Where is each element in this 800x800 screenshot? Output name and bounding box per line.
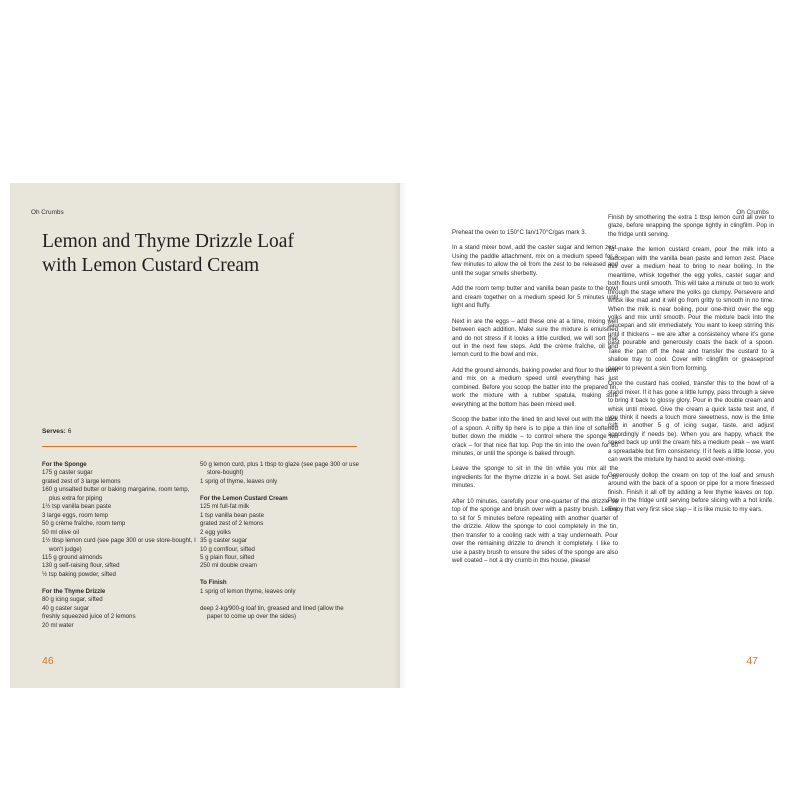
ingredient-spacer <box>42 579 197 587</box>
method-paragraph: Leave the sponge to sit in the tin while you mix all the ingredients for the thyme drizzle in a bowl. Set aside for 10 minutes. <box>452 465 618 490</box>
ingredient-spacer <box>200 486 360 494</box>
method-paragraph: Generously dollop the cream on top of the loaf and smush around with the back of a spoon or pipe for a more finessed finish. Finish it all off by adding a few thyme leaves on top. Pop in the fridge until serving before slicing with a hot knife. Enjoy that very first slice slap – it is like music to my ears. <box>608 471 774 513</box>
method-paragraph: Scoop the batter into the lined tin and level out with the back of a spoon. A nifty tip here is to pipe a thin line of softened butter down the middle – to control where the sponge will crack – for that nice flat top. Pop the tin into the oven for 60 minutes, or until the sponge is baked through. <box>452 416 618 457</box>
ingredient-item: 250 ml double cream <box>200 562 257 570</box>
serves-value: 6 <box>67 428 72 435</box>
ingredient-item: 160 g unsalted butter or baking margarine, room temp, plus extra for piping <box>42 486 190 502</box>
method-paragraph: Once the custard has cooled, transfer this to the bowl of a stand mixer. If it has gone a little lumpy, pass through a sieve to bring it back to glossy glory. Pour in the double cream and whisk until mixed. Give the cream a quick taste test and, if you think it needs a touch more sweetness, now is the time (sift in another 5 g of icing sugar, taste, and adjust accordingly if needs be). When you are happy, whack the speed back up until the cream hits a medium peak – we want a spreadable but firm consistency. If it feels a little loose, you can work the mixture by hand to avoid over-mixing. <box>608 380 774 464</box>
recipe-title-line-2: with Lemon Custard Cream <box>42 255 260 276</box>
running-head-right: Oh Crumbs <box>736 209 769 216</box>
right-page <box>400 183 790 688</box>
ingredient-item: grated zest of 2 lemons <box>200 520 264 528</box>
ingredient-item: 5 g plain flour, sifted <box>200 553 255 561</box>
book-gutter-shadow <box>392 183 408 688</box>
ingredient-item: 20 ml water <box>42 621 74 629</box>
ingredient-item: 50 ml olive oil <box>42 528 79 536</box>
ingredient-item: 115 g ground almonds <box>42 553 103 561</box>
ingredient-item: 40 g caster sugar <box>42 604 90 612</box>
recipe-title <box>42 230 382 278</box>
ingredient-item: 1½ tsp vanilla bean paste <box>42 503 112 511</box>
ingredient-item: grated zest of 3 large lemons <box>42 477 121 485</box>
method-paragraph: In a stand mixer bowl, add the caster sugar and lemon zest. Using the paddle attachment, mix on a medium speed for a few minutes to allow the oil from the zest to be released and until the sugar smells sherbetty. <box>452 244 618 277</box>
ingredient-item: 175 g caster sugar <box>42 469 93 477</box>
ingredient-spacer <box>200 596 360 604</box>
ingredient-section-heading: For the Thyme Drizzle <box>42 587 106 595</box>
method-paragraph: Add the room temp butter and vanilla bean paste to the bowl and cream together on a medium speed for 5 minutes until light and fluffy. <box>452 285 618 310</box>
serves-line <box>42 428 71 435</box>
ingredient-item: freshly squeezed juice of 2 lemons <box>42 613 136 621</box>
left-page <box>10 183 400 688</box>
method-paragraph: After 10 minutes, carefully pour one-quarter of the drizzle on top of the sponge and brush over with a pastry brush. Leave to sit for 5 minutes before repeating with another quarter of the drizzle. Allow the sponge to cool completely in the tin, then transfer to a cooling rack with a tray underneath. Pour over the remaining drizzle to drench it completely. I like to use a pastry brush to ensure the sides of the sponge are also well coated – not a dry crumb in this house, please! <box>452 497 618 564</box>
page-number-left: 46 <box>42 655 54 667</box>
orange-divider <box>42 446 357 447</box>
recipe-title-line-1: Lemon and Thyme Drizzle Loaf <box>42 231 294 252</box>
ingredient-item: 3 large eggs, room temp <box>42 511 109 519</box>
method-paragraph: To make the lemon custard cream, pour the milk into a saucepan with the vanilla bean paste and lemon zest. Place this over a medium heat to bring to near boiling. In the meantime, whisk together the egg yolks, caster sugar and both flours until smooth. This will take a minute or two to work through the stage where the yolks go clumpy. Persevere and whisk like mad and it will go from gritty to smooth in no time. When the milk is near boiling, pour one-third over the egg yolks and mix until smooth. Pour the mixture back into the saucepan and stir immediately. You want to keep stirring this until it thickens – we are after a consistency where it's gone past pourable and generously coats the back of a spoon. Take the pan off the heat and transfer the custard to a shallow tray to cool. Cover with clingfilm or greaseproof paper to prevent a skin from forming. <box>608 246 774 372</box>
page-number-right: 47 <box>746 655 758 667</box>
method-column-1 <box>452 229 618 572</box>
ingredient-item: 1 tsp vanilla bean paste <box>200 511 265 519</box>
book-spread <box>10 183 790 688</box>
running-head-left: Oh Crumbs <box>31 209 64 216</box>
ingredient-item: 10 g cornflour, sifted <box>200 545 255 553</box>
method-paragraph: Preheat the oven to 150°C fan/170°C/gas mark 3. <box>452 229 587 236</box>
ingredient-item: 1 sprig of lemon thyme, leaves only <box>200 587 296 595</box>
ingredient-section-heading: To Finish <box>200 579 227 587</box>
ingredient-section-heading: For the Lemon Custard Cream <box>200 494 288 502</box>
ingredient-item: 50 g crème fraîche, room temp <box>42 520 126 528</box>
ingredient-spacer <box>200 571 360 579</box>
ingredient-item: 130 g self-raising flour, sifted <box>42 562 120 570</box>
serves-label: Serves: <box>42 428 66 435</box>
ingredient-item: 125 ml full-fat milk <box>200 503 250 511</box>
ingredient-item: 1 sprig of thyme, leaves only <box>200 477 278 485</box>
ingredients-column-right <box>200 461 360 622</box>
ingredient-item: 2 egg yolks <box>200 528 231 536</box>
ingredient-item: ½ tsp baking powder, sifted <box>42 570 116 578</box>
method-paragraph: Next in are the eggs – add these one at a time, mixing well between each addition. Make sure the mixture is emulsified and do not stress if it looks a little curdled, we will sort that out in the next few steps. Add the crème fraîche, oil and lemon curd to the bowl and mix. <box>452 317 618 359</box>
ingredient-item: 1½ tbsp lemon curd (see page 300 or use store-bought, I won't judge) <box>42 537 196 553</box>
ingredient-item: 35 g caster sugar <box>200 537 248 545</box>
ingredient-item: deep 2-kg/900-g loaf tin, greased and lined (allow the paper to come up over the sides) <box>200 604 344 621</box>
ingredient-item: 50 g lemon curd, plus 1 tbsp to glaze (see page 300 or use store-bought) <box>200 461 359 477</box>
method-paragraph: Add the ground almonds, baking powder and flour to the bowl and mix on a medium speed until everything has just combined. Before you scoop the batter into the prepared tin, work the mixture with a rubber spatula, making sure everything at the bottom has been mixed well. <box>452 366 618 408</box>
method-paragraph: Finish by smothering the extra 1 tbsp lemon curd all over to glaze, before wrapping the sponge tightly in clingfilm. Pop in the fridge until serving. <box>608 214 774 238</box>
ingredients-column-left <box>42 461 197 630</box>
method-column-2 <box>608 214 774 521</box>
ingredient-section-heading: For the Sponge <box>42 461 87 468</box>
ingredient-item: 80 g icing sugar, sifted <box>42 596 103 604</box>
